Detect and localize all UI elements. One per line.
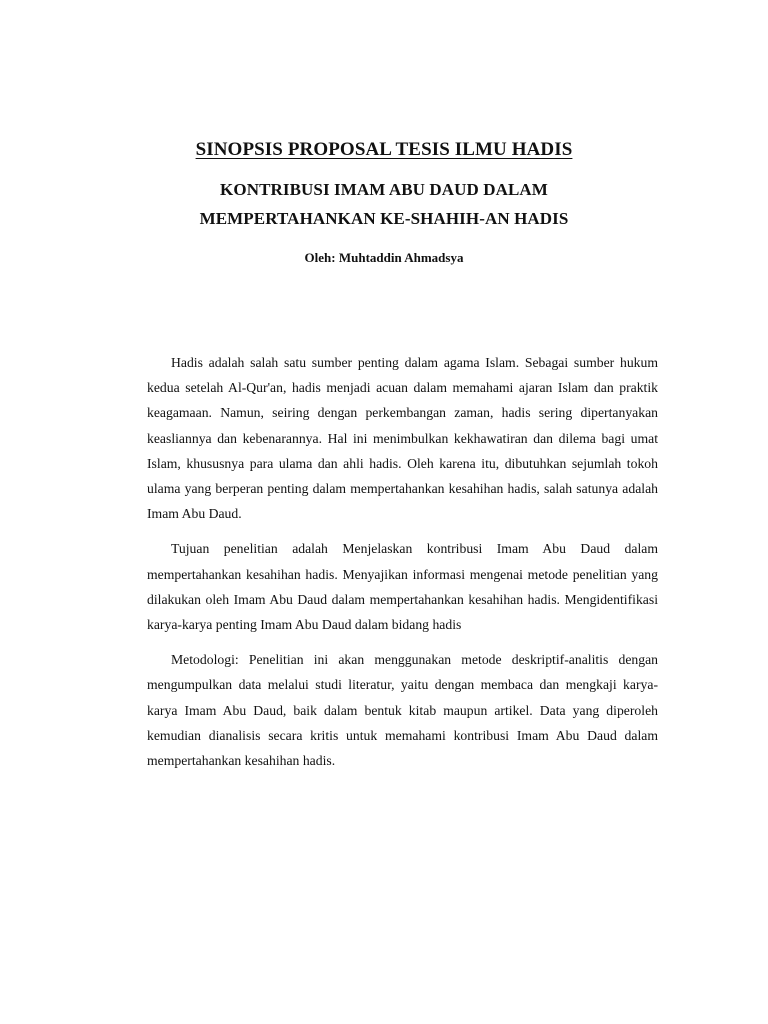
paragraph-objectives: Tujuan penelitian adalah Menjelaskan kontribusi Imam Abu Daud dalam mempertahankan kesahihan hadis. Menyajikan informasi mengenai metode penelitian yang dilakukan oleh Imam Abu Daud dalam mempertahankan kesahihan hadis. Mengidentifikasi karya-karya penting Imam Abu Daud dalam bidang hadis: [147, 541, 658, 633]
thesis-title-line-1: KONTRIBUSI IMAM ABU DAUD DALAM: [220, 180, 548, 199]
body-text: [147, 350, 658, 783]
paragraph-methodology: Metodologi: Penelitian ini akan menggunakan metode deskriptif-analitis dengan mengumpulkan data melalui studi literatur, yaitu dengan membaca dan mengkaji karya-karya Imam Abu Daud, baik dalam bentuk kitab maupun artikel. Data yang diperoleh kemudian dianalisis secara kritis untuk memahami kontribusi Imam Abu Daud dalam mempertahankan kesahihan hadis.: [147, 652, 658, 769]
author-byline: Oleh: Muhtaddin Ahmadsya: [304, 250, 464, 265]
paragraph-background: Hadis adalah salah satu sumber penting dalam agama Islam. Sebagai sumber hukum kedua setelah Al-Qur'an, hadis menjadi acuan dalam memahami ajaran Islam dan praktik keagamaan. Namun, seiring dengan perkembangan zaman, hadis sering dipertanyakan keasliannya dan kebenarannya. Hal ini menimbulkan kekhawatiran dan dilema bagi umat Islam, khususnya para ulama dan ahli hadis. Oleh karena itu, dibutuhkan sejumlah tokoh ulama yang berperan penting dalam mempertahankan kesahihan hadis, salah satunya adalah Imam Abu Daud.: [147, 355, 658, 522]
document-title: SINOPSIS PROPOSAL TESIS ILMU HADIS: [195, 139, 573, 160]
thesis-title-line-2: MEMPERTAHANKAN KE-SHAHIH-AN HADIS: [199, 209, 569, 228]
